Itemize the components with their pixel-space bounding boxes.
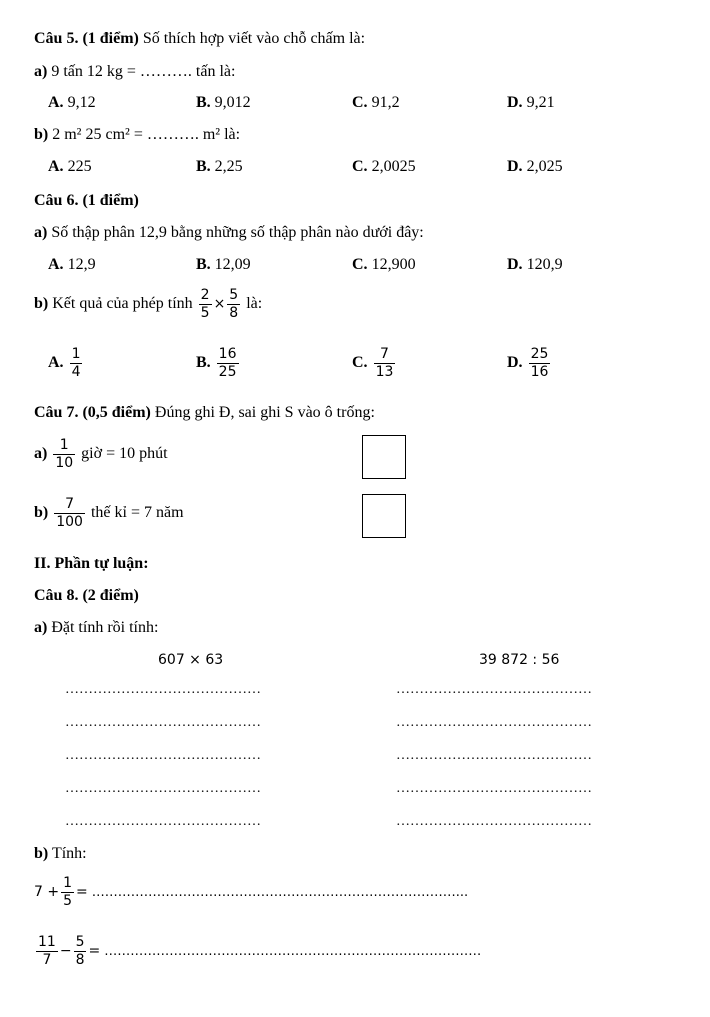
denominator: 16 (530, 363, 549, 380)
answer-line-right-3[interactable]: …………………………………… (396, 748, 592, 763)
answer-line-left-2[interactable]: …………………………………… (65, 715, 261, 730)
option-letter: A. (48, 353, 64, 371)
answer-line-right-2[interactable]: …………………………………… (396, 715, 592, 730)
answer-line-right-5[interactable]: …………………………………… (396, 814, 592, 829)
q6b-fraction-2 (227, 288, 240, 320)
denominator: 5 (63, 892, 73, 909)
part2-heading (34, 555, 149, 573)
answer-line-right-1[interactable]: …………………………………… (396, 682, 592, 697)
q7a-answer-box[interactable] (362, 435, 406, 479)
answer-line-left-3[interactable]: …………………………………… (65, 748, 261, 763)
q8a-calc-2: 39 872 : 56 (479, 652, 560, 668)
q6a-option-b[interactable] (196, 256, 251, 274)
q5a-option-b[interactable] (196, 94, 251, 112)
option-letter: B. (196, 94, 211, 111)
option-value: 2,25 (210, 158, 243, 175)
denominator: 100 (56, 513, 83, 530)
option-fraction (70, 347, 83, 379)
q5a-label: a) (34, 63, 48, 80)
q7-heading (34, 404, 375, 422)
q7b-answer-box[interactable] (362, 494, 406, 538)
q7a-text: giờ = 10 phút (81, 444, 168, 462)
option-fraction (374, 347, 396, 379)
option-letter: C. (352, 256, 368, 273)
denominator: 8 (75, 951, 85, 968)
denominator: 13 (375, 363, 394, 380)
q6b-fraction-1 (199, 288, 212, 320)
q6b-option-a[interactable] (48, 347, 84, 379)
option-letter: D. (507, 256, 523, 273)
option-letter: D. (507, 353, 523, 371)
q7b-text: thế kỉ = 7 năm (90, 503, 184, 521)
denominator: 25 (218, 363, 237, 380)
q7a-statement (34, 438, 168, 470)
numerator: 7 (54, 497, 85, 514)
denominator: 5 (200, 304, 210, 321)
q5b-option-d[interactable] (507, 158, 563, 176)
option-letter: B. (196, 353, 211, 371)
q5b-option-c[interactable] (352, 158, 416, 176)
answer-line-right-4[interactable]: …………………………………… (396, 781, 592, 796)
q8b-question (34, 845, 87, 863)
q6-heading (34, 192, 139, 210)
answer-line-left-4[interactable]: …………………………………… (65, 781, 261, 796)
option-value: 120,9 (522, 256, 563, 273)
q8a-question (34, 619, 158, 637)
q8b-label: b) (34, 845, 49, 862)
numerator: 5 (229, 287, 239, 303)
numerator: 16 (218, 346, 237, 362)
equals-sign: = (76, 883, 88, 900)
q8-heading (34, 587, 139, 605)
q5a-option-d[interactable] (507, 94, 555, 112)
q5-title: Câu 5. (1 điểm) (34, 30, 139, 47)
q8-title: Câu 8. (2 điểm) (34, 587, 139, 604)
q6a-option-d[interactable] (507, 256, 563, 274)
option-letter: A. (48, 94, 64, 111)
option-value: 12,09 (210, 256, 251, 273)
q5b-question (34, 126, 240, 144)
expr1-fraction (61, 876, 74, 908)
q5-prompt: Số thích hợp viết vào chỗ chấm là: (138, 30, 366, 47)
numerator: 1 (53, 438, 75, 455)
option-letter: C. (352, 94, 368, 111)
option-value: 9,012 (210, 94, 251, 111)
numerator: 1 (63, 875, 73, 891)
option-fraction (529, 347, 551, 379)
equals-sign: = (88, 942, 101, 959)
option-letter: B. (196, 158, 211, 175)
numerator: 25 (530, 346, 549, 362)
q5b-option-b[interactable] (196, 158, 243, 176)
q6a-text: Số thập phân 12,9 bằng những số thập phân nào dưới đây: (47, 224, 424, 241)
expr1-answer-line[interactable]: …………………………………………………………………………... (91, 884, 469, 900)
option-value: 9,12 (63, 94, 96, 111)
q7b-fraction (54, 497, 85, 529)
option-letter: A. (48, 256, 64, 273)
q8a-calc-1: 607 × 63 (158, 652, 224, 668)
option-letter: A. (48, 158, 64, 175)
option-value: 2,0025 (367, 158, 416, 175)
numerator: 2 (200, 287, 210, 303)
expr2-answer-line[interactable]: …………………………………………………………………………… (104, 943, 482, 959)
denominator: 8 (229, 304, 239, 321)
q7b-label: b) (34, 503, 49, 521)
q6a-option-c[interactable] (352, 256, 416, 274)
q7-title: Câu 7. (0,5 điểm) (34, 404, 151, 421)
q5b-label: b) (34, 126, 49, 143)
option-value: 12,9 (63, 256, 96, 273)
q5b-option-a[interactable] (48, 158, 92, 176)
option-letter: C. (352, 353, 368, 371)
denominator: 7 (42, 951, 52, 968)
q5a-text: 9 tấn 12 kg = ………. tấn là: (47, 63, 236, 80)
denominator: 4 (71, 363, 81, 380)
q6b-question (34, 288, 262, 320)
expr2-fraction-2 (74, 935, 87, 967)
q5a-option-c[interactable] (352, 94, 400, 112)
q6a-option-a[interactable] (48, 256, 96, 274)
numerator: 5 (75, 934, 85, 950)
q6a-question (34, 224, 424, 242)
q7a-label: a) (34, 444, 48, 462)
option-value: 91,2 (367, 94, 400, 111)
q8a-text: Đặt tính rồi tính: (47, 619, 159, 636)
denominator: 10 (55, 454, 74, 471)
option-value: 2,025 (522, 158, 563, 175)
option-value: 9,21 (522, 94, 555, 111)
q7b-statement (34, 497, 184, 529)
option-letter: B. (196, 256, 211, 273)
q8b-expression-1 (34, 876, 468, 908)
q7-prompt: Đúng ghi Đ, sai ghi S vào ô trống: (150, 404, 375, 421)
answer-line-left-5[interactable]: …………………………………… (65, 814, 261, 829)
q5-heading (34, 30, 365, 48)
q6b-option-c[interactable] (352, 347, 397, 379)
q6b-option-d[interactable] (507, 347, 552, 379)
numerator: 1 (71, 346, 81, 362)
minus-sign: − (59, 942, 72, 959)
q5a-option-a[interactable] (48, 94, 96, 112)
numerator: 7 (374, 347, 396, 364)
times-sign: × (213, 295, 226, 312)
q6b-label: b) (34, 294, 49, 312)
option-letter: C. (352, 158, 368, 175)
numerator: 11 (38, 934, 56, 950)
answer-line-left-1[interactable]: …………………………………… (65, 682, 261, 697)
q8b-expression-2 (34, 935, 481, 967)
q8b-text: Tính: (48, 845, 87, 862)
q5b-text: 2 m² 25 cm² = ………. m² là: (48, 126, 241, 143)
q8a-label: a) (34, 619, 48, 636)
option-value: 12,900 (367, 256, 416, 273)
lhs: 7 + (34, 883, 60, 900)
option-letter: D. (507, 94, 523, 111)
option-letter: D. (507, 158, 523, 175)
part2-title: II. Phần tự luận: (34, 555, 149, 572)
q6-title: Câu 6. (1 điểm) (34, 192, 139, 209)
q6b-text: Kết quả của phép tính (48, 294, 193, 312)
expr2-fraction-1 (36, 935, 58, 967)
q7a-fraction (53, 438, 75, 470)
q5a-question (34, 63, 235, 81)
option-fraction (217, 347, 239, 379)
q6a-label: a) (34, 224, 48, 241)
option-value: 225 (63, 158, 92, 175)
q6b-suffix: là: (242, 294, 263, 312)
q6b-option-b[interactable] (196, 347, 241, 379)
